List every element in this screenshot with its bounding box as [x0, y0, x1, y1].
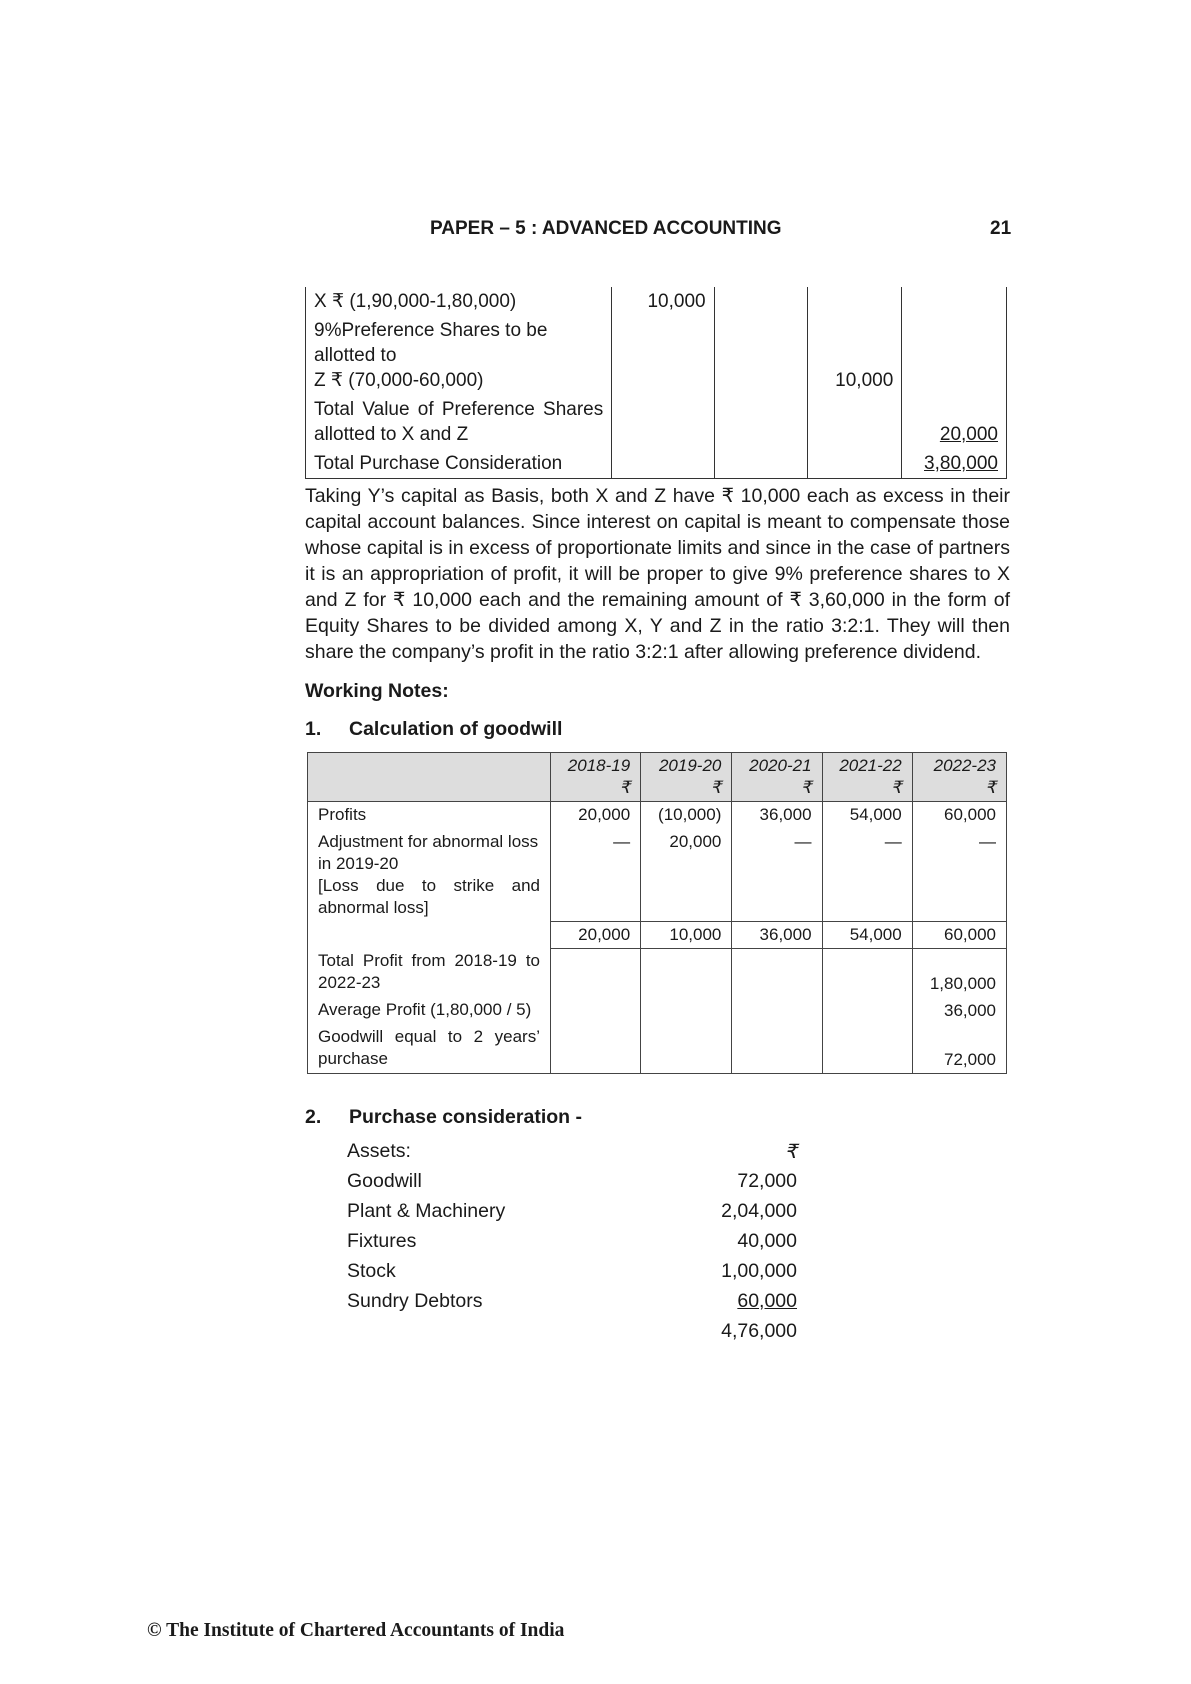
row-label: [308, 921, 551, 948]
note-number: 1.: [305, 718, 322, 740]
cell-value: 36,000: [732, 921, 822, 948]
cell-value: [612, 449, 714, 479]
cell-empty: [714, 395, 808, 449]
year-header: 2022-23 ₹: [912, 753, 1006, 802]
list-item: [347, 1230, 797, 1260]
cell-empty: [822, 948, 912, 1073]
row-label: [306, 395, 612, 449]
note-title: Calculation of goodwill: [349, 718, 563, 740]
row-label: Total Profit from 2018-19 to 2022-23 Average Profit (1,80,000 / 5) Goodwill equal to 2 years’ purchase: [308, 948, 551, 1073]
table-row: [306, 449, 1007, 479]
list-item: [347, 1320, 797, 1350]
table-row: [308, 948, 1007, 1073]
list-item: [347, 1260, 797, 1290]
asset-value: 72,000: [737, 1170, 797, 1192]
year-header: 2019-20 ₹: [641, 753, 732, 802]
purchase-consideration-list: [347, 1140, 797, 1350]
page-title: PAPER – 5 : ADVANCED ACCOUNTING: [430, 218, 782, 239]
header-blank: [308, 753, 551, 802]
asset-value: 40,000: [737, 1230, 797, 1252]
goodwill-table: [307, 752, 1007, 1074]
note-number: 2.: [305, 1106, 322, 1128]
row-label: [306, 287, 612, 316]
cell-value: 20,000: [902, 395, 1007, 449]
cell-empty: [732, 948, 822, 1073]
cell-value: [612, 316, 714, 395]
working-notes-heading: Working Notes:: [305, 680, 449, 702]
cell-value: [808, 449, 902, 479]
asset-label: Plant & Machinery: [347, 1200, 506, 1222]
table-row: [308, 921, 1007, 948]
asset-value: 60,000: [737, 1290, 797, 1312]
year-header: 2020-21 ₹: [732, 753, 822, 802]
row-label-line: allotted to X and Z: [314, 424, 469, 445]
list-item: [347, 1290, 797, 1320]
table-row: [306, 316, 1007, 395]
cell-value: [902, 287, 1007, 316]
row-label-line: X ₹ (1,90,000-1,80,000): [314, 291, 517, 312]
cell-value: [808, 287, 902, 316]
cell-empty: [714, 449, 808, 479]
row-label-line: Z ₹ (70,000-60,000): [314, 370, 484, 391]
currency-symbol: ₹: [784, 1141, 797, 1163]
list-item: [347, 1200, 797, 1230]
page-number: 21: [990, 218, 1012, 239]
row-label: Profits Adjustment for abnormal loss in 2019-20 [Loss due to strike and abnormal loss]: [308, 802, 551, 922]
list-item: [347, 1170, 797, 1200]
asset-label: Sundry Debtors: [347, 1290, 483, 1312]
row-label-line: Total Purchase Consideration: [314, 453, 563, 474]
cell-value: 10,000: [612, 287, 714, 316]
table-header-row: [308, 753, 1007, 802]
cell-value: 10,000: [641, 921, 732, 948]
table-row: [306, 395, 1007, 449]
asset-value: 2,04,000: [721, 1200, 797, 1222]
asset-label: Goodwill: [347, 1170, 422, 1192]
table-row: [308, 802, 1007, 922]
row-label-line: Total Value of Preference Shares: [314, 399, 604, 420]
asset-value: 1,00,000: [721, 1260, 797, 1282]
cell-empty: [551, 948, 641, 1073]
cell-value: 1,80,000 36,000 72,000: [912, 948, 1006, 1073]
cell-value: 54,000: [822, 921, 912, 948]
note-title: Purchase consideration -: [349, 1106, 582, 1128]
assets-heading: Assets:: [347, 1140, 411, 1162]
cell-value: (10,000) 20,000: [641, 802, 732, 922]
cell-value: [612, 395, 714, 449]
total-value: 4,76,000: [721, 1320, 797, 1342]
row-label: [306, 316, 612, 395]
cell-value: 10,000: [808, 316, 902, 395]
note-2-heading: [305, 1106, 582, 1129]
cell-value: 3,80,000: [902, 449, 1007, 479]
cell-empty: [714, 287, 808, 316]
table-row: [306, 287, 1007, 316]
year-header: 2021-22 ₹: [822, 753, 912, 802]
cell-value: 60,000 —: [912, 802, 1006, 922]
asset-label: Stock: [347, 1260, 396, 1282]
cell-value: 20,000: [551, 921, 641, 948]
list-item: [347, 1140, 797, 1170]
row-label: [306, 449, 612, 479]
preference-shares-table: [305, 287, 1007, 479]
footer-copyright: © The Institute of Chartered Accountants of India: [147, 1620, 565, 1641]
year-header: 2018-19 ₹: [551, 753, 641, 802]
cell-value: [902, 316, 1007, 395]
cell-value: 54,000 —: [822, 802, 912, 922]
cell-empty: [714, 316, 808, 395]
cell-value: 20,000 —: [551, 802, 641, 922]
cell-value: 36,000 —: [732, 802, 822, 922]
cell-value: [808, 395, 902, 449]
asset-label: Fixtures: [347, 1230, 417, 1252]
note-1-heading: [305, 718, 562, 741]
explanation-paragraph: Taking Y’s capital as Basis, both X and Z have ₹ 10,000 each as excess in their capital account balances. Since interest on capital is meant to compensate those whose capital is in excess of proportionate limits and since in the case of partners it is an appropriation of profit, it will be proper to give 9% preference shares to X and Z for ₹ 10,000 each and the remaining amount of ₹ 3,60,000 in the form of Equity Shares to be divided among X, Y and Z in the ratio 3:2:1. They will then share the company’s profit in the ratio 3:2:1 after allowing preference dividend.: [305, 485, 1010, 663]
cell-empty: [641, 948, 732, 1073]
cell-value: 60,000: [912, 921, 1006, 948]
row-label-line: 9%Preference Shares to be allotted to: [314, 320, 548, 366]
